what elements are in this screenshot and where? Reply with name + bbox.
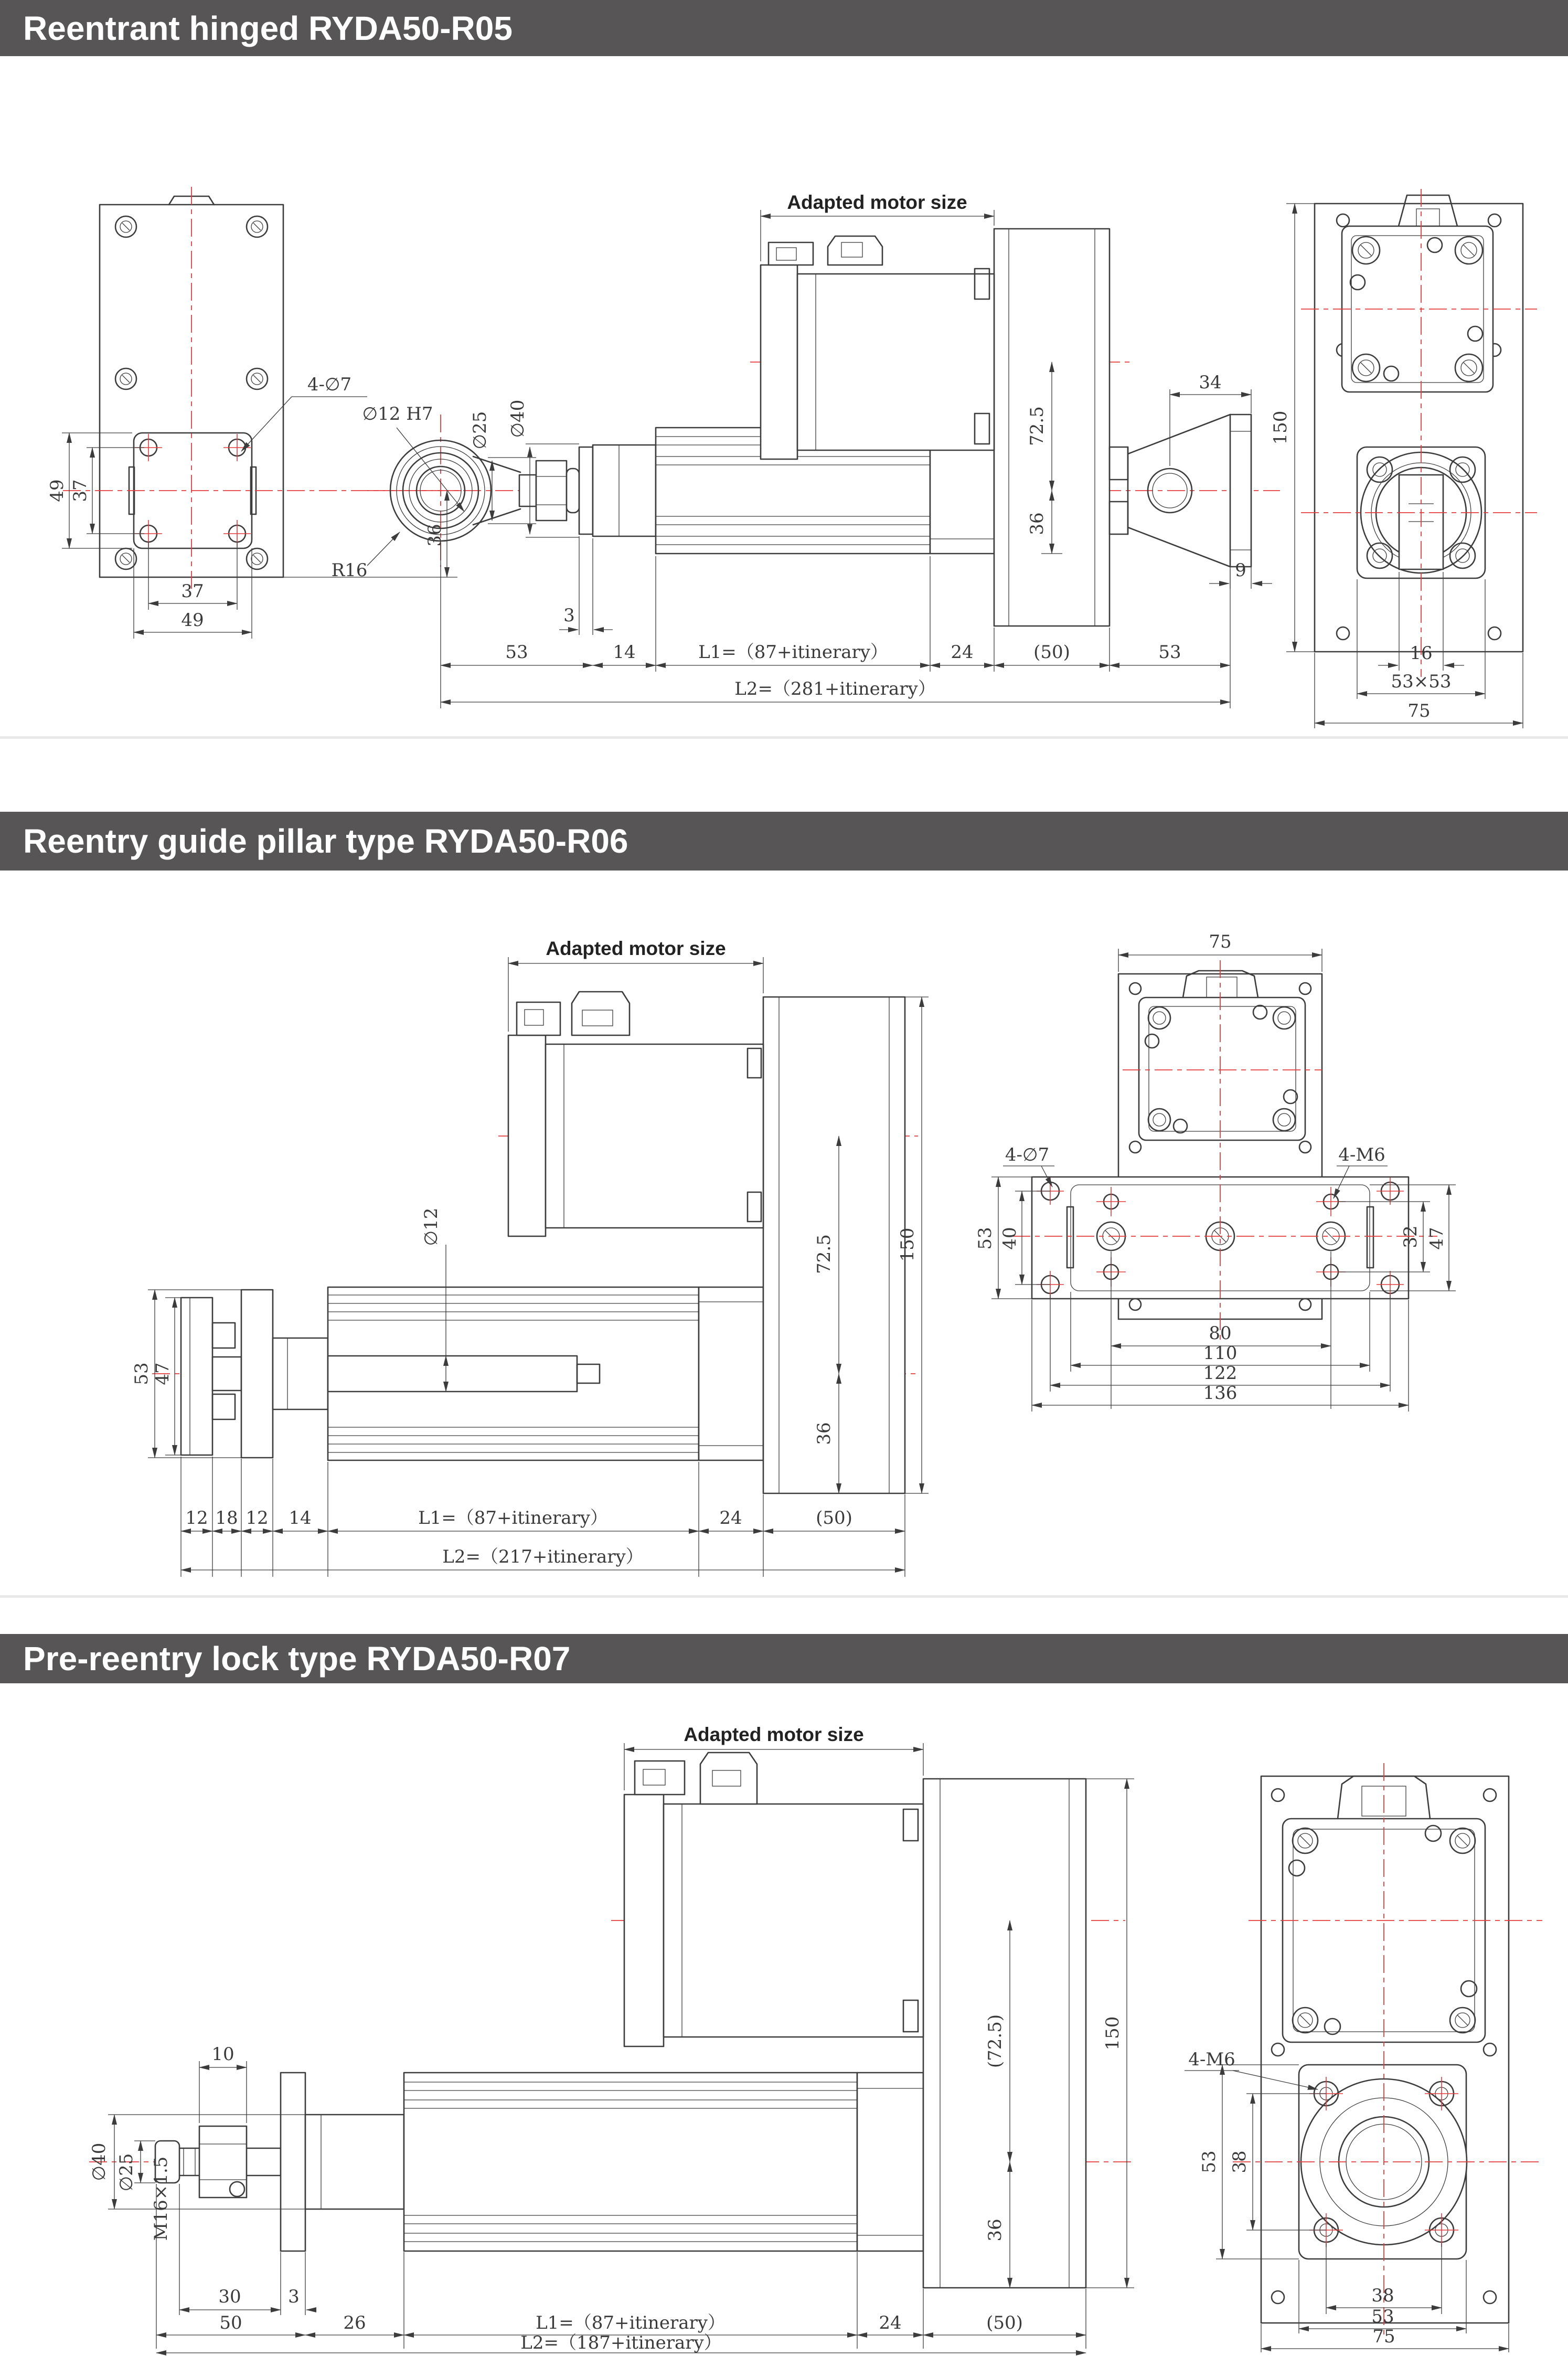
r05-dim-34: 34 xyxy=(1199,372,1222,393)
r07-dim-3: 3 xyxy=(288,2286,300,2307)
r07-dim-150: 150 xyxy=(1102,2016,1123,2051)
divider-2 xyxy=(0,1595,1568,1598)
r06-callout-4m6: 4-M6 xyxy=(1338,1144,1385,1165)
r05-dim-50: (50) xyxy=(1033,642,1070,663)
r07-label-m16: M16×1.5 xyxy=(151,2156,172,2241)
r06-dim-136: 136 xyxy=(1203,1383,1238,1404)
r06-dim-75: 75 xyxy=(1209,931,1232,952)
r05-label-r16: R16 xyxy=(331,560,368,581)
r05-dim-150: 150 xyxy=(1270,410,1291,445)
r06-dim-14: 14 xyxy=(289,1508,312,1529)
r06-dim-32: 32 xyxy=(1400,1225,1421,1248)
r07-label-d40: ∅40 xyxy=(89,2142,110,2181)
r05-dim-37-bottom: 37 xyxy=(181,581,204,602)
r06-dim-47: 47 xyxy=(1426,1227,1447,1250)
r07-label-d25: ∅25 xyxy=(116,2153,137,2192)
r05-motor-size-label: Adapted motor size xyxy=(787,192,967,213)
section-header-r07 xyxy=(0,1634,1568,1683)
r07-dim-26: 26 xyxy=(343,2312,366,2333)
r05-end-view xyxy=(1270,189,1537,728)
drawing-r07 xyxy=(0,1683,1568,2356)
r06-dim-12a: 12 xyxy=(185,1508,208,1529)
r05-dim-53x53: 53×53 xyxy=(1391,671,1452,692)
section-header-r06 xyxy=(0,812,1568,871)
drawing-r06 xyxy=(0,871,1568,1585)
r07-dim-38-bottom: 38 xyxy=(1371,2285,1394,2306)
r07-side-view xyxy=(89,1724,1134,2353)
r07-dim-50rod: 50 xyxy=(219,2312,242,2333)
r06-dim-122: 122 xyxy=(1203,1363,1238,1384)
r06-dim-40: 40 xyxy=(999,1227,1020,1250)
r07-dim-75-bottom: 75 xyxy=(1372,2326,1395,2347)
r06-plate-view xyxy=(975,931,1456,1412)
r07-dim-38-side: 38 xyxy=(1229,2150,1250,2173)
section-title-r06: Reentry guide pillar type RYDA50-R06 xyxy=(23,822,628,860)
divider-1 xyxy=(0,736,1568,739)
r05-dim-14: 14 xyxy=(613,642,636,663)
r05-dim-l1: L1=（87+itinerary） xyxy=(698,642,888,663)
r07-dim-30: 30 xyxy=(218,2286,241,2307)
section-title-r07: Pre-reentry lock type RYDA50-R07 xyxy=(23,1640,571,1678)
r05-callout-4d7: 4-∅7 xyxy=(307,374,352,395)
r06-dim-80: 80 xyxy=(1209,1323,1232,1344)
r06-dim-18: 18 xyxy=(215,1508,238,1529)
r05-dim-16: 16 xyxy=(1410,643,1433,664)
r07-dim-l1: L1=（87+itinerary） xyxy=(536,2312,726,2333)
r05-dim-24: 24 xyxy=(951,642,974,663)
r06-dim-150: 150 xyxy=(897,1227,918,1262)
r07-dim-l2: L2=（187+itinerary） xyxy=(520,2332,722,2353)
r05-dim-53a: 53 xyxy=(505,642,528,663)
r05-dim-3: 3 xyxy=(563,605,575,626)
r07-dim-50h: (50) xyxy=(986,2312,1023,2333)
r05-side-view xyxy=(332,192,1280,708)
r06-dim-53: 53 xyxy=(975,1227,996,1250)
r05-label-d25: ∅25 xyxy=(470,411,490,450)
r05-dim-37-left: 37 xyxy=(70,479,91,502)
r07-dim-10: 10 xyxy=(211,2044,234,2065)
r06-dim-l1: L1=（87+itinerary） xyxy=(418,1508,608,1529)
r07-dim-725: (72.5) xyxy=(985,2014,1006,2068)
r05-dim-49-left: 49 xyxy=(47,479,68,502)
r06-dim-50: (50) xyxy=(816,1508,852,1529)
r06-side-view xyxy=(131,938,929,1577)
r06-label-d12: ∅12 xyxy=(421,1207,442,1246)
r06-dim-47-left: 47 xyxy=(152,1362,173,1385)
r05-label-d40: ∅40 xyxy=(507,399,528,438)
r05-dim-9: 9 xyxy=(1235,560,1246,581)
r05-label-bore: ∅12 H7 xyxy=(362,404,433,424)
r05-dim-36: 36 xyxy=(1027,512,1048,535)
r06-dim-12b: 12 xyxy=(246,1508,269,1529)
r07-dim-53-side: 53 xyxy=(1199,2150,1220,2173)
r06-dim-53-left: 53 xyxy=(131,1362,152,1385)
r07-end-view xyxy=(1185,1763,1542,2352)
r06-dim-110: 110 xyxy=(1203,1343,1238,1364)
r05-dim-l2: L2=（281+itinerary） xyxy=(734,678,936,699)
r06-callout-4d7: 4-∅7 xyxy=(1005,1144,1050,1165)
r06-dim-725: 72.5 xyxy=(814,1234,835,1274)
r06-dim-24: 24 xyxy=(719,1508,742,1529)
section-title-r05: Reentrant hinged RYDA50-R05 xyxy=(23,9,513,47)
r06-motor-size-label: Adapted motor size xyxy=(546,938,726,959)
r05-dim-725: 72.5 xyxy=(1027,406,1048,446)
r06-dim-36: 36 xyxy=(814,1422,835,1445)
r05-dim-36-right: 36 xyxy=(424,524,445,547)
r07-motor-size-label: Adapted motor size xyxy=(684,1724,864,1745)
r07-dim-53-bottom: 53 xyxy=(1371,2306,1394,2327)
r07-dim-36: 36 xyxy=(985,2219,1006,2242)
r06-dim-l2: L2=（217+itinerary） xyxy=(442,1546,644,1567)
r07-callout-4m6: 4-M6 xyxy=(1188,2049,1235,2070)
r05-dim-49-bottom: 49 xyxy=(181,610,204,631)
r05-dim-53b: 53 xyxy=(1158,642,1181,663)
r05-dim-75: 75 xyxy=(1407,701,1431,721)
drawing-r05 xyxy=(0,56,1568,736)
r07-dim-24: 24 xyxy=(879,2312,902,2333)
section-header-r05 xyxy=(0,0,1568,56)
